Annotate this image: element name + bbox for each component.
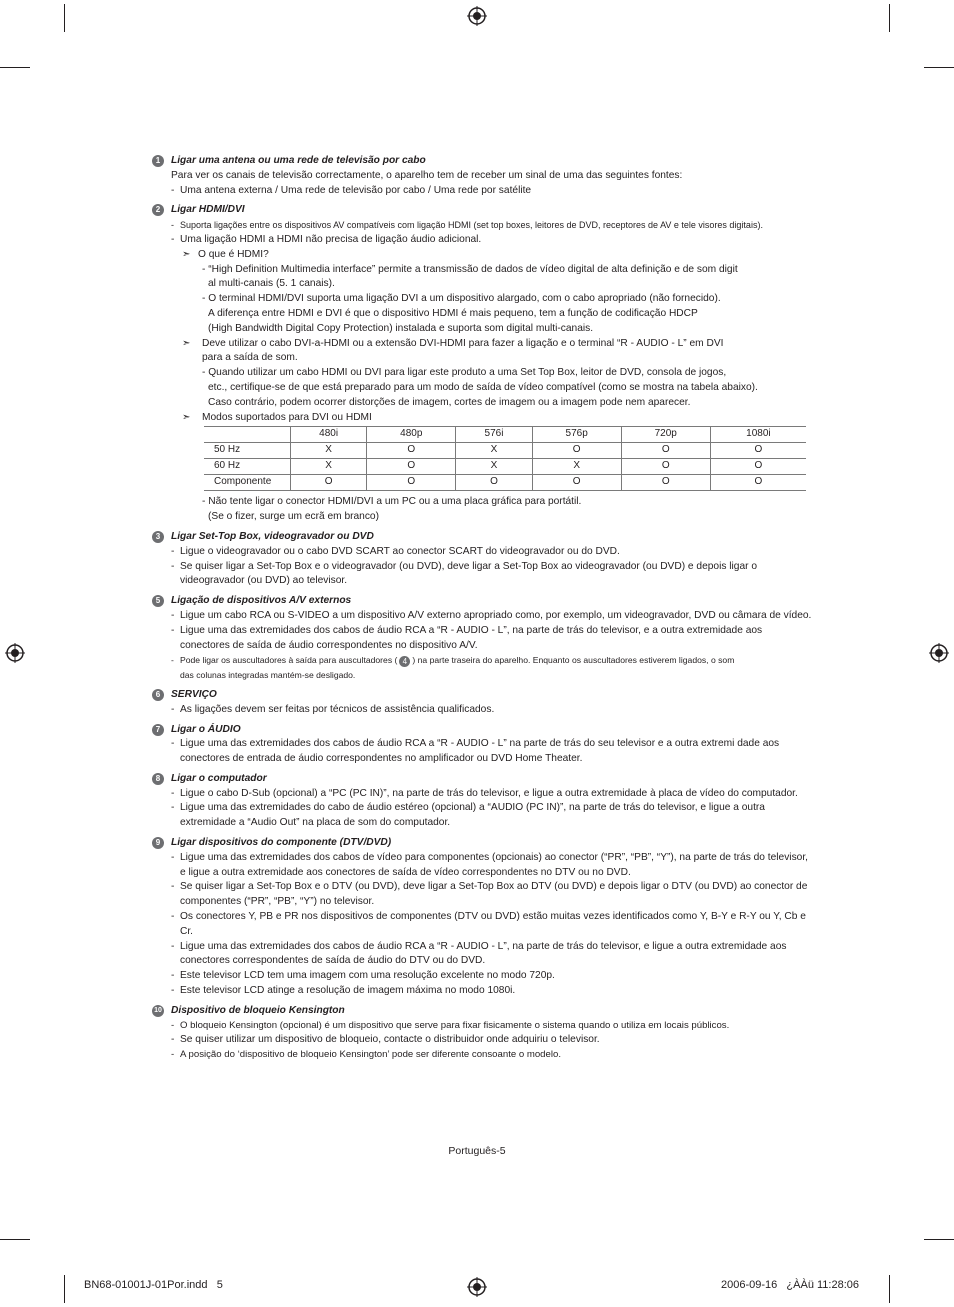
list-item: - As ligações devem ser feitas por técnicos de assistência qualificados.: [171, 703, 495, 715]
note-line: - “High Definition Multimedia interface” permite a transmissão de dados de vídeo digital de alta definição e de som digit: [202, 263, 738, 275]
list-item: - Ligue o videogravador ou o cabo DVD SCART ao conector SCART do videogravador ou do DVD.: [171, 545, 620, 557]
list-item: - Este televisor LCD atinge a resolução de imagem máxima no modo 1080i.: [171, 985, 516, 997]
note-line: para a saída de som.: [202, 352, 298, 364]
note-line: etc., certifique-se de que está preparado para um modo de saída de vídeo compatível (como se mostra na tabela abaixo).: [208, 381, 758, 393]
headphone-jack-number-icon: 4: [399, 656, 410, 667]
note: ➣ Deve utilizar o cabo DVI-a-HDMI ou a extensão DVI-HDMI para fazer a ligação e o terminal “R - AUDIO - L” em DVI: [152, 337, 812, 352]
list-item: - A posição do ‘dispositivo de bloqueio Kensington’ pode ser diferente consoante o modelo.: [171, 1049, 561, 1061]
list-item: - Suporta ligações entre os dispositivos AV compatíveis com ligação HDMI (set top boxes, leitores de DVD, receptores de AV e tele visores digitais).: [171, 220, 763, 231]
section-audio: [152, 723, 812, 767]
section-kensington: [152, 1004, 812, 1063]
list-item: - Uma antena externa / Uma rede de televisão por cabo / Uma rede por satélite: [171, 184, 532, 196]
section-set-top-box: [152, 530, 812, 589]
section-number-badge: 7: [152, 724, 164, 736]
section-number-badge: 10: [152, 1005, 164, 1017]
section-title: Dispositivo de bloqueio Kensington: [171, 1004, 345, 1016]
timestamp-slug: 2006-09-16 ¿ÀÀü 11:28:06: [721, 1279, 860, 1291]
section-number-badge: 3: [152, 531, 164, 543]
crop-mark: [64, 1275, 65, 1303]
list-item: - O bloqueio Kensington (opcional) é um dispositivo que serve para fixar fisicamente o sistema quando o utiliza em locais públicos.: [171, 1019, 730, 1031]
list-item: - Se quiser ligar a Set-Top Box e o videogravador (ou DVD), deve ligar a Set-Top Box ao videogravador (ou DVD) e depois ligar o videogravador (ou DVD) ao televisor.: [171, 560, 758, 587]
section-external-av: [152, 594, 812, 683]
list-item: - Ligue um cabo RCA ou S-VIDEO a um dispositivo A/V externo apropriado como, por exemplo, um videogravador, DVD ou câmara de vídeo.: [171, 609, 812, 621]
crop-mark: [889, 4, 890, 32]
list-item: - Ligue uma das extremidades dos cabos de áudio RCA a “R - AUDIO - L”, na parte de trás do televisor, e ligue a outra extremidade aos conectores correspondentes de saída de áudio do DTV ou do DVD.: [171, 940, 787, 967]
crop-mark: [924, 67, 954, 68]
section-component: [152, 836, 812, 999]
table-row: Componente O O O O O O: [204, 475, 806, 491]
list-item: - Ligue uma das extremidades do cabo de áudio estéreo (opcional) a “AUDIO (PC IN)”, na parte de trás do televisor, e ligue a outra extremidade a “Audio Out” na placa de som do computador.: [171, 802, 765, 829]
list-item: - Ligue o cabo D-Sub (opcional) a “PC (PC IN)”, na parte de trás do televisor, e ligue a outra extremidade à placa de vídeo do computador.: [171, 787, 798, 799]
section-title: Ligar dispositivos do componente (DTV/DVD): [171, 837, 392, 849]
arrow-icon: ➣: [182, 411, 191, 423]
section-title: Ligar HDMI/DVI: [171, 204, 245, 216]
registration-mark-icon: [5, 643, 25, 663]
section-title: Ligar uma antena ou uma rede de televisão por cabo: [171, 155, 426, 166]
list-item: - Ligue uma das extremidades dos cabos de áudio RCA a “R - AUDIO - L”, na parte de trás do televisor, e a outra extremidade aos conectores de saída de áudio correspondentes no dispositivo A/V.: [171, 624, 763, 651]
list-item: - Se quiser utilizar um dispositivo de bloqueio, contacte o distribuidor onde adquiriu o televisor.: [171, 1034, 600, 1046]
section-number-badge: 6: [152, 689, 164, 701]
note-line: Caso contrário, podem ocorrer distorções de imagem, cortes de imagem ou a imagem pode nem aparecer.: [208, 396, 691, 408]
registration-mark-icon: [467, 6, 487, 26]
note-line: (Se o fizer, surge um ecrã em branco): [208, 511, 379, 523]
section-title: Ligação de dispositivos A/V externos: [171, 595, 352, 607]
section-title: Ligar Set-Top Box, videogravador ou DVD: [171, 530, 374, 542]
section-service: [152, 688, 812, 718]
arrow-icon: ➣: [182, 248, 191, 260]
section-number-badge: 1: [152, 155, 164, 167]
list-item: - Pode ligar os auscultadores à saída para auscultadores ( 4 ) na parte traseira do aparelho. Enquanto os auscultadores estiverem ligados, o som das colunas integradas mantém-se desligado.: [171, 655, 735, 681]
list-item: - Este televisor LCD tem uma imagem com uma resolução excelente no modo 720p.: [171, 970, 555, 982]
page-content: [152, 154, 812, 1063]
section-number-badge: 5: [152, 595, 164, 607]
registration-mark-icon: [467, 1277, 487, 1297]
crop-mark: [64, 4, 65, 32]
list-item: - Se quiser ligar a Set-Top Box e o DTV (ou DVD), deve ligar a Set-Top Box ao DTV (ou DVD) e depois ligar o DTV (ou DVD) ao conector de componentes (“PR”, “PB”, “Y”) no televisor.: [171, 881, 808, 908]
section-title: Ligar o ÁUDIO: [171, 723, 241, 735]
crop-mark: [0, 1239, 30, 1240]
arrow-icon: ➣: [182, 337, 191, 349]
table-row: 60 Hz X O X X O O: [204, 459, 806, 475]
section-number-badge: 9: [152, 837, 164, 849]
note-line: - O terminal HDMI/DVI suporta uma ligação DVI a um dispositivo alargado, com o cabo apropriado (não fornecido).: [202, 293, 721, 305]
note-line: - Não tente ligar o conector HDMI/DVI a um PC ou a uma placa gráfica para portátil.: [202, 496, 582, 508]
section-antenna: [152, 154, 812, 198]
page-number: Português-5: [448, 1145, 506, 1157]
table-row: 50 Hz X O X O O O: [204, 443, 806, 459]
note-line: A diferença entre HDMI e DVI é que o dispositivo HDMI é mais pequeno, tem a função de codificação HDCP: [208, 307, 698, 319]
paragraph: Para ver os canais de televisão correctamente, o aparelho tem de receber um sinal de uma das seguintes fontes:: [171, 169, 683, 181]
table-header-row: 480i 480p 576i 576p 720p 1080i: [204, 427, 806, 443]
section-title: Ligar o computador: [171, 772, 267, 784]
section-number-badge: 2: [152, 204, 164, 216]
note-line: al multi-canais (5. 1 canais).: [208, 278, 335, 290]
crop-mark: [889, 1275, 890, 1303]
section-number-badge: 8: [152, 773, 164, 785]
note-line: - Quando utilizar um cabo HDMI ou DVI para ligar este produto a uma Set Top Box, leitor de DVD, consola de jogos,: [202, 367, 727, 379]
list-item: - Ligue uma das extremidades dos cabos de áudio RCA a “R - AUDIO - L” na parte de trás do seu televisor e a outra extremi dade aos conectores de entrada de áudio correspondentes no amplificador ou DVD Home Theater.: [171, 738, 780, 765]
crop-mark: [924, 1239, 954, 1240]
file-slug: BN68-01001J-01Por.indd 5: [84, 1279, 223, 1291]
note: ➣ Modos suportados para DVI ou HDMI: [152, 411, 812, 426]
supported-modes-table: [204, 426, 806, 491]
section-computer: [152, 772, 812, 831]
note-line: (High Bandwidth Digital Copy Protection) instalada e suporta som digital multi-canais.: [208, 322, 594, 334]
registration-mark-icon: [929, 643, 949, 663]
crop-mark: [0, 67, 30, 68]
note: ➣ O que é HDMI?: [152, 248, 812, 263]
list-item: - Uma ligação HDMI a HDMI não precisa de ligação áudio adicional.: [171, 233, 482, 245]
list-item: - Ligue uma das extremidades dos cabos de vídeo para componentes (opcionais) ao conector (“PR”, “PB”, “Y”), na parte de trás do televisor, e ligue a outra extremidade aos conectores de saída de vídeo correspondentes no DTV ou no DVD.: [171, 851, 808, 878]
section-hdmi-dvi: [152, 203, 812, 525]
list-item: - Os conectores Y, PB e PR nos dispositivos de componentes (DTV ou DVD) estão muitas vezes identificados como Y, B-Y e R-Y ou Y, Cb e Cr.: [171, 911, 806, 937]
section-title: SERVIÇO: [171, 688, 217, 700]
